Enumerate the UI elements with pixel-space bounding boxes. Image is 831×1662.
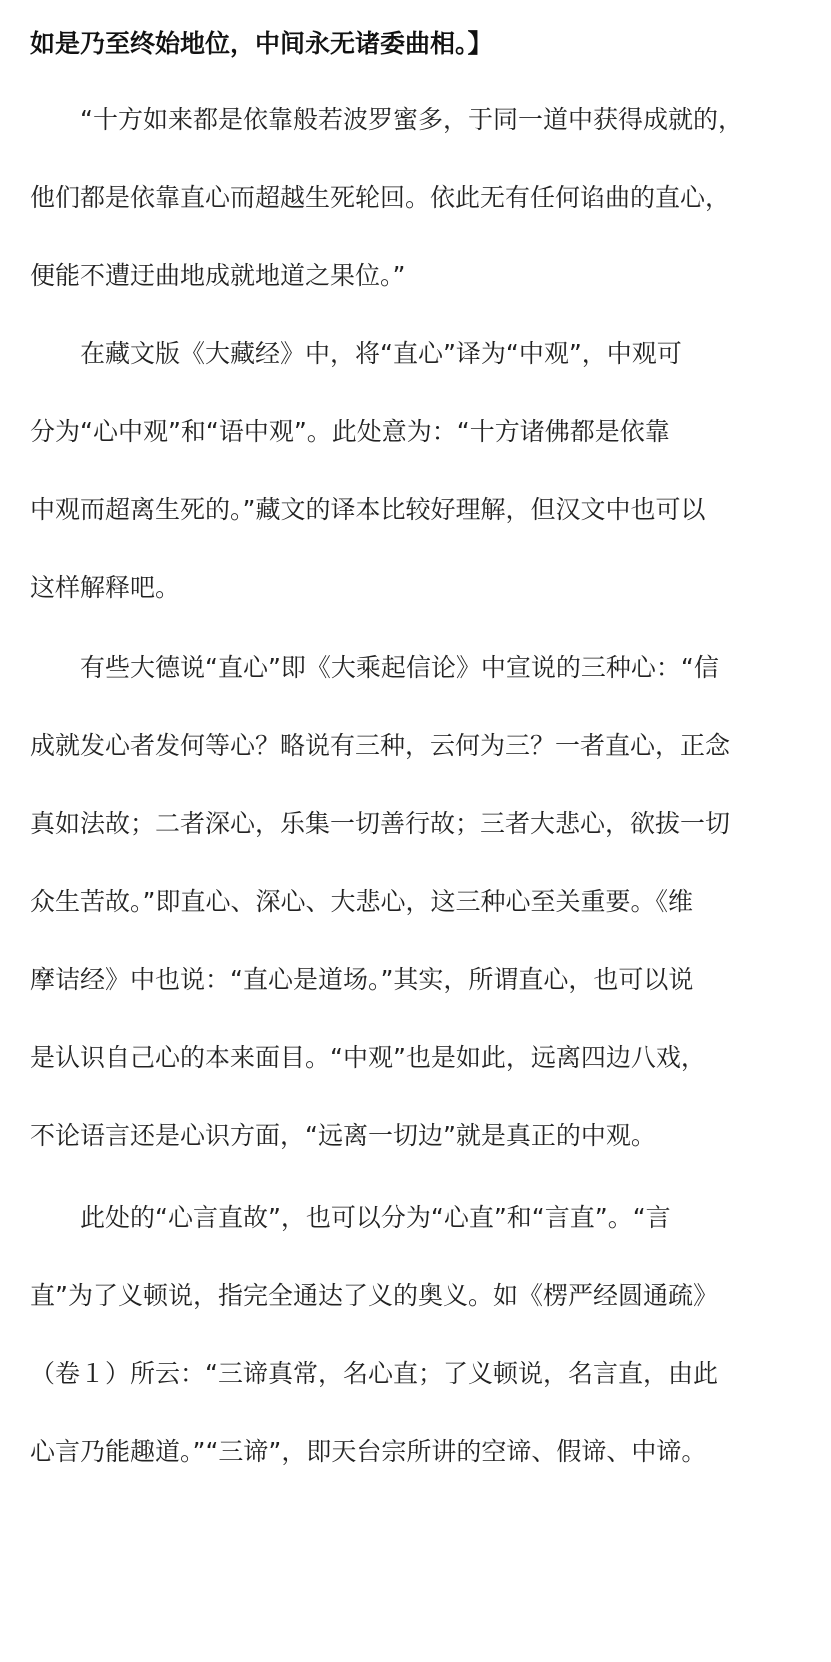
paragraph-text-line: 他们都是依靠直心而超越生死轮回。依此无有任何谄曲的直心， [30, 183, 731, 212]
paragraph-text-line: “十方如来都是依靠般若波罗蜜多，于同一道中获得成就的， [80, 105, 743, 134]
paragraph-text-line: 中观而超离生死的。”藏文的译本比较好理解，但汉文中也可以 [30, 495, 706, 524]
paragraph-text-line: 直”为了义顿说，指完全通达了义的奥义。如《楞严经圆通疏》 [30, 1281, 718, 1310]
paragraph-text-line: 分为“心中观”和“语中观”。此处意为：“十方诸佛都是依靠 [30, 417, 670, 446]
paragraph-text-line: 是认识自己心的本来面目。“中观”也是如此，远离四边八戏， [30, 1043, 706, 1072]
paragraph-text-line: 众生苦故。”即直心、深心、大悲心，这三种心至关重要。《维 [30, 887, 693, 916]
paragraph-text-line: 这样解释吧。 [30, 573, 181, 602]
paragraph-text-line: 真如法故；二者深心，乐集一切善行故；三者大悲心，欲拔一切 [30, 809, 731, 838]
paragraph-text-line: （卷１）所云：“三谛真常，名心直；了义顿说，名言直，由此 [30, 1359, 718, 1388]
paragraph-text-line: 不论语言还是心识方面，“远离一切边”就是真正的中观。 [30, 1121, 656, 1150]
paragraph-text-line: 在藏文版《大藏经》中，将“直心”译为“中观”，中观可 [80, 339, 682, 368]
paragraph-text-line: 有些大德说“直心”即《大乘起信论》中宣说的三种心：“信 [80, 653, 719, 682]
paragraph-text-line: 便能不遭迂曲地成就地道之果位。” [30, 261, 406, 290]
heading-verse-line: 如是乃至终始地位，中间永无诸委曲相。】 [30, 29, 493, 58]
paragraph-text-line: 摩诘经》中也说：“直心是道场。”其实，所谓直心，也可以说 [30, 965, 694, 994]
paragraph-text-line: 此处的“心言直故”，也可以分为“心直”和“言直”。“言 [80, 1203, 671, 1232]
paragraph-text-line: 成就发心者发何等心？略说有三种，云何为三？一者直心，正念 [30, 731, 731, 760]
paragraph-text-line: 心言乃能趣道。”“三谛”，即天台宗所讲的空谛、假谛、中谛。 [30, 1437, 707, 1466]
